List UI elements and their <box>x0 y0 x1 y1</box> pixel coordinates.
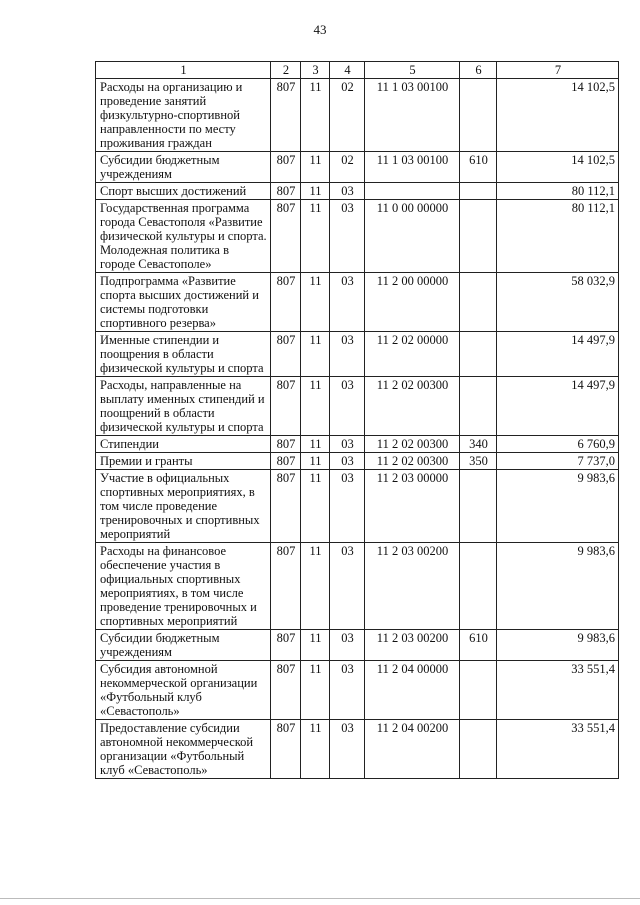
table-row <box>96 453 619 470</box>
table-row <box>96 273 619 332</box>
row-amount: 9 983,6 <box>497 543 619 630</box>
row-subsection: 03 <box>330 543 365 630</box>
row-section: 11 <box>301 79 330 152</box>
row-expense-type: 610 <box>460 152 497 183</box>
row-section: 11 <box>301 470 330 543</box>
row-code: 807 <box>271 377 301 436</box>
row-amount: 6 760,9 <box>497 436 619 453</box>
row-section: 11 <box>301 200 330 273</box>
row-name: Расходы на финансовое обеспечение участия в официальных спортивных мероприятиях, в том числе проведение тренировочных и спортивных мероприятий <box>96 543 271 630</box>
row-name: Подпрограмма «Развитие спорта высших достижений и системы подготовки спортивного резерва» <box>96 273 271 332</box>
row-code: 807 <box>271 200 301 273</box>
row-section: 11 <box>301 661 330 720</box>
row-section: 11 <box>301 273 330 332</box>
row-expense-type <box>460 470 497 543</box>
table-row <box>96 543 619 630</box>
row-name: Участие в официальных спортивных мероприятиях, в том числе проведение тренировочных и спортивных мероприятий <box>96 470 271 543</box>
row-amount: 58 032,9 <box>497 273 619 332</box>
row-amount: 14 497,9 <box>497 332 619 377</box>
row-amount: 14 497,9 <box>497 377 619 436</box>
row-expense-type <box>460 200 497 273</box>
row-subsection: 03 <box>330 332 365 377</box>
table-row <box>96 183 619 200</box>
row-section: 11 <box>301 543 330 630</box>
row-amount: 14 102,5 <box>497 79 619 152</box>
row-amount: 14 102,5 <box>497 152 619 183</box>
row-subsection: 03 <box>330 183 365 200</box>
row-code: 807 <box>271 79 301 152</box>
row-subsection: 03 <box>330 470 365 543</box>
row-expense-type: 340 <box>460 436 497 453</box>
row-name: Субсидии бюджетным учреждениям <box>96 630 271 661</box>
row-subsection: 03 <box>330 630 365 661</box>
row-target-article: 11 2 03 00200 <box>365 543 460 630</box>
row-amount: 33 551,4 <box>497 720 619 779</box>
row-subsection: 03 <box>330 200 365 273</box>
table-row <box>96 630 619 661</box>
row-expense-type: 350 <box>460 453 497 470</box>
row-expense-type <box>460 377 497 436</box>
table-row <box>96 377 619 436</box>
table-row <box>96 332 619 377</box>
row-subsection: 03 <box>330 661 365 720</box>
col-header-1: 1 <box>96 62 271 79</box>
row-code: 807 <box>271 183 301 200</box>
row-code: 807 <box>271 720 301 779</box>
row-target-article: 11 0 00 00000 <box>365 200 460 273</box>
row-amount: 9 983,6 <box>497 470 619 543</box>
row-section: 11 <box>301 630 330 661</box>
row-target-article: 11 1 03 00100 <box>365 152 460 183</box>
row-subsection: 02 <box>330 152 365 183</box>
table-row <box>96 152 619 183</box>
row-code: 807 <box>271 470 301 543</box>
row-name: Государственная программа города Севастополя «Развитие физической культуры и спорта. Молодежная политика в городе Севастополе» <box>96 200 271 273</box>
row-code: 807 <box>271 453 301 470</box>
row-subsection: 03 <box>330 377 365 436</box>
row-section: 11 <box>301 183 330 200</box>
row-expense-type <box>460 273 497 332</box>
row-name: Расходы, направленные на выплату именных стипендий и поощрений в области физической культуры и спорта <box>96 377 271 436</box>
row-section: 11 <box>301 436 330 453</box>
row-subsection: 03 <box>330 720 365 779</box>
row-expense-type <box>460 332 497 377</box>
row-target-article: 11 1 03 00100 <box>365 79 460 152</box>
row-section: 11 <box>301 377 330 436</box>
col-header-2: 2 <box>271 62 301 79</box>
row-amount: 9 983,6 <box>497 630 619 661</box>
table-row <box>96 436 619 453</box>
row-expense-type <box>460 79 497 152</box>
row-name: Именные стипендии и поощрения в области физической культуры и спорта <box>96 332 271 377</box>
row-section: 11 <box>301 453 330 470</box>
table-header-row <box>96 62 619 79</box>
row-section: 11 <box>301 332 330 377</box>
row-target-article <box>365 183 460 200</box>
row-expense-type <box>460 661 497 720</box>
row-target-article: 11 2 03 00200 <box>365 630 460 661</box>
row-code: 807 <box>271 661 301 720</box>
row-target-article: 11 2 00 00000 <box>365 273 460 332</box>
row-name: Расходы на организацию и проведение занятий физкультурно-спортивной направленности по месту проживания граждан <box>96 79 271 152</box>
row-code: 807 <box>271 436 301 453</box>
row-expense-type <box>460 720 497 779</box>
page-number: 43 <box>313 22 327 37</box>
row-code: 807 <box>271 332 301 377</box>
page-bottom-divider <box>0 898 640 899</box>
row-section: 11 <box>301 152 330 183</box>
row-name: Стипендии <box>96 436 271 453</box>
row-code: 807 <box>271 152 301 183</box>
row-code: 807 <box>271 630 301 661</box>
row-target-article: 11 2 02 00300 <box>365 377 460 436</box>
row-code: 807 <box>271 273 301 332</box>
row-target-article: 11 2 02 00000 <box>365 332 460 377</box>
row-target-article: 11 2 03 00000 <box>365 470 460 543</box>
row-subsection: 02 <box>330 79 365 152</box>
row-section: 11 <box>301 720 330 779</box>
row-expense-type <box>460 543 497 630</box>
row-target-article: 11 2 02 00300 <box>365 436 460 453</box>
row-subsection: 03 <box>330 453 365 470</box>
row-name: Предоставление субсидии автономной некоммерческой организации «Футбольный клуб «Севастополь» <box>96 720 271 779</box>
row-target-article: 11 2 04 00200 <box>365 720 460 779</box>
table-row <box>96 720 619 779</box>
row-name: Спорт высших достижений <box>96 183 271 200</box>
row-amount: 80 112,1 <box>497 183 619 200</box>
row-amount: 7 737,0 <box>497 453 619 470</box>
row-expense-type: 610 <box>460 630 497 661</box>
row-name: Субсидии бюджетным учреждениям <box>96 152 271 183</box>
row-name: Субсидия автономной некоммерческой организации «Футбольный клуб «Севастополь» <box>96 661 271 720</box>
row-subsection: 03 <box>330 273 365 332</box>
col-header-4: 4 <box>330 62 365 79</box>
col-header-5: 5 <box>365 62 460 79</box>
row-subsection: 03 <box>330 436 365 453</box>
table-row <box>96 79 619 152</box>
col-header-3: 3 <box>301 62 330 79</box>
row-code: 807 <box>271 543 301 630</box>
budget-table <box>95 61 619 779</box>
col-header-7: 7 <box>497 62 619 79</box>
table-row <box>96 470 619 543</box>
row-amount: 33 551,4 <box>497 661 619 720</box>
table-row <box>96 661 619 720</box>
row-name: Премии и гранты <box>96 453 271 470</box>
col-header-6: 6 <box>460 62 497 79</box>
row-expense-type <box>460 183 497 200</box>
row-target-article: 11 2 04 00000 <box>365 661 460 720</box>
table-row <box>96 200 619 273</box>
row-amount: 80 112,1 <box>497 200 619 273</box>
row-target-article: 11 2 02 00300 <box>365 453 460 470</box>
